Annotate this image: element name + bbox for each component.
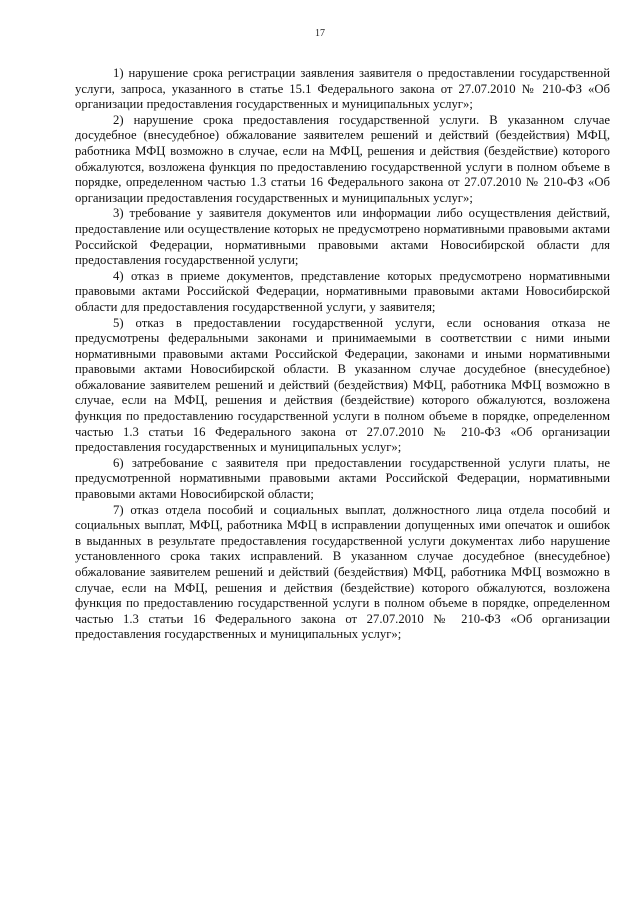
paragraph-item-5: 5) отказ в предоставлении государственной услуги, если основания отказа не предусмотрены федеральными законами и принимаемыми в соответствии с ними иными нормативными правовыми актами Российской Федерации, законами и иными нормативными правовыми актами Новосибирской области. В указанном случае досудебное (внесудебное) обжалование заявителем решений и действий (бездействия) МФЦ, работника МФЦ возможно в случае, если на МФЦ, решения и действия (бездействие) которого обжалуются, возложена функция по предоставлению государственной услуги в полном объеме в порядке, определенном частью 1.3 статьи 16 Федерального закона от 27.07.2010 № 210-ФЗ «Об организации предоставления государственных и муниципальных услуг»;: [75, 315, 610, 455]
paragraph-item-2: 2) нарушение срока предоставления государственной услуги. В указанном случае досудебное (внесудебное) обжалование заявителем решений и действий (бездействия) МФЦ, работника МФЦ возможно в случае, если на МФЦ, решения и действия (бездействие) которого обжалуются, возложена функция по предоставлению государственной услуги в полном объеме в порядке, определенном частью 1.3 статьи 16 Федерального закона от 27.07.2010 № 210-ФЗ «Об организации предоставления государственных и муниципальных услуг»;: [75, 112, 610, 205]
page-number: 17: [315, 28, 325, 39]
paragraph-item-7: 7) отказ отдела пособий и социальных выплат, должностного лица отдела пособий и социальных выплат, МФЦ, работника МФЦ в исправлении допущенных ими опечаток и ошибок в выданных в результате предоставления государственной услуги документах либо нарушение установленного срока таких исправлений. В указанном случае досудебное (внесудебное) обжалование заявителем решений и действий (бездействия) МФЦ, работника МФЦ возможно в случае, если на МФЦ, решения и действия (бездействие) которого обжалуются, возложена функция по предоставлению государственной услуги в полном объеме в порядке, определенном частью 1.3 статьи 16 Федерального закона от 27.07.2010 № 210-ФЗ «Об организации предоставления государственных и муниципальных услуг»;: [75, 502, 610, 642]
paragraph-item-3: 3) требование у заявителя документов или информации либо осуществления действий, предоставление или осуществление которых не предусмотрено нормативными правовыми актами Российской Федерации, нормативными правовыми актами Новосибирской области для предоставления государственной услуги;: [75, 206, 610, 268]
paragraph-item-4: 4) отказ в приеме документов, представление которых предусмотрено нормативными правовыми актами Российской Федерации, нормативными правовыми актами Новосибирской области для предоставления государственной услуги, у заявителя;: [75, 268, 610, 314]
document-body: [75, 66, 610, 643]
paragraph-item-6: 6) затребование с заявителя при предоставлении государственной услуги платы, не предусмотренной нормативными правовыми актами Российской Федерации, нормативными правовыми актами Новосибирской области;: [75, 455, 610, 502]
paragraph-item-1: 1) нарушение срока регистрации заявления заявителя о предоставлении государственной услуги, запроса, указанного в статье 15.1 Федерального закона от 27.07.2010 № 210-ФЗ «Об организации предоставления государственных и муниципальных услуг»;: [75, 66, 610, 112]
